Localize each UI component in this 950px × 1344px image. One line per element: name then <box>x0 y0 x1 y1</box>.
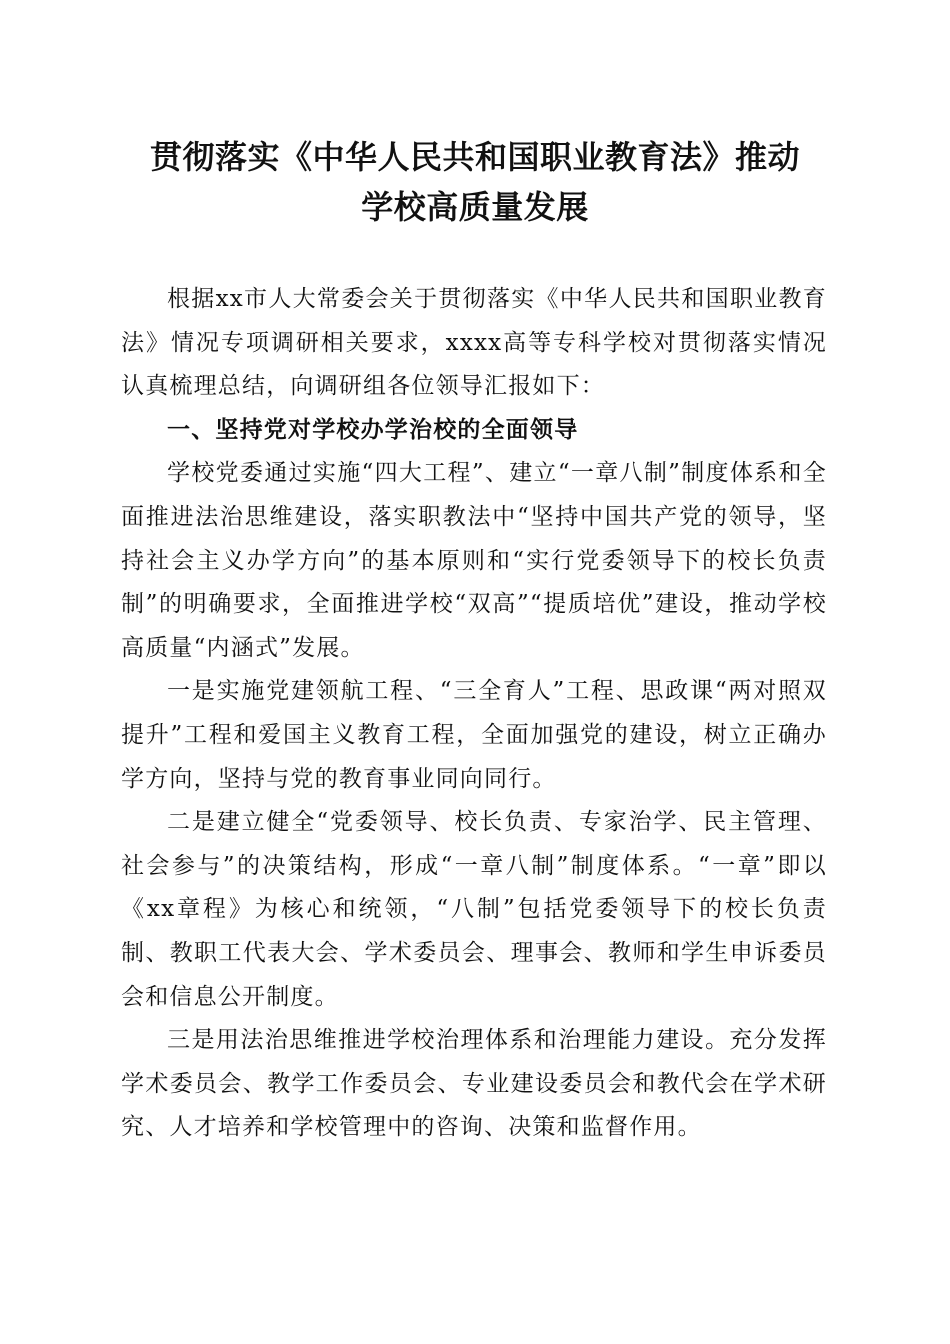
document-title <box>100 132 850 232</box>
document-body <box>121 278 827 1150</box>
intro-paragraph: 根据xx市人大常委会关于贯彻落实《中华人民共和国职业教育法》情况专项调研相关要求，xxxx高等专科学校对贯彻落实情况认真梳理总结，向调研组各位领导汇报如下： <box>121 286 827 400</box>
section-1-heading: 一、坚持党对学校办学治校的全面领导 <box>167 416 579 443</box>
section-1-paragraph-4: 三是用法治思维推进学校治理体系和治理能力建设。充分发挥学术委员会、教学工作委员会、专业建设委员会和教代会在学术研究、人才培养和学校管理中的咨询、决策和监督作用。 <box>121 1027 827 1141</box>
title-line-2: 学校高质量发展 <box>361 188 589 226</box>
section-1-paragraph-2: 一是实施党建领航工程、“三全育人”工程、思政课“两对照双提升”工程和爱国主义教育工程，全面加强党的建设，树立正确办学方向，坚持与党的教育事业同向同行。 <box>121 678 827 792</box>
section-1-paragraph-1: 学校党委通过实施“四大工程”、建立“一章八制”制度体系和全面推进法治思维建设，落实职教法中“坚持中国共产党的领导，坚持社会主义办学方向”的基本原则和“实行党委领导下的校长负责制”的明确要求，全面推进学校“双高”“提质培优”建设，推动学校高质量“内涵式”发展。 <box>121 460 827 661</box>
title-line-1: 贯彻落实《中华人民共和国职业教育法》推动 <box>149 138 800 176</box>
section-1-paragraph-3: 二是建立健全“党委领导、校长负责、专家治学、民主管理、社会参与”的决策结构，形成“一章八制”制度体系。“一章”即以《xx章程》为核心和统领，“八制”包括党委领导下的校长负责制、教职工代表大会、学术委员会、理事会、教师和学生申诉委员会和信息公开制度。 <box>121 809 827 1010</box>
